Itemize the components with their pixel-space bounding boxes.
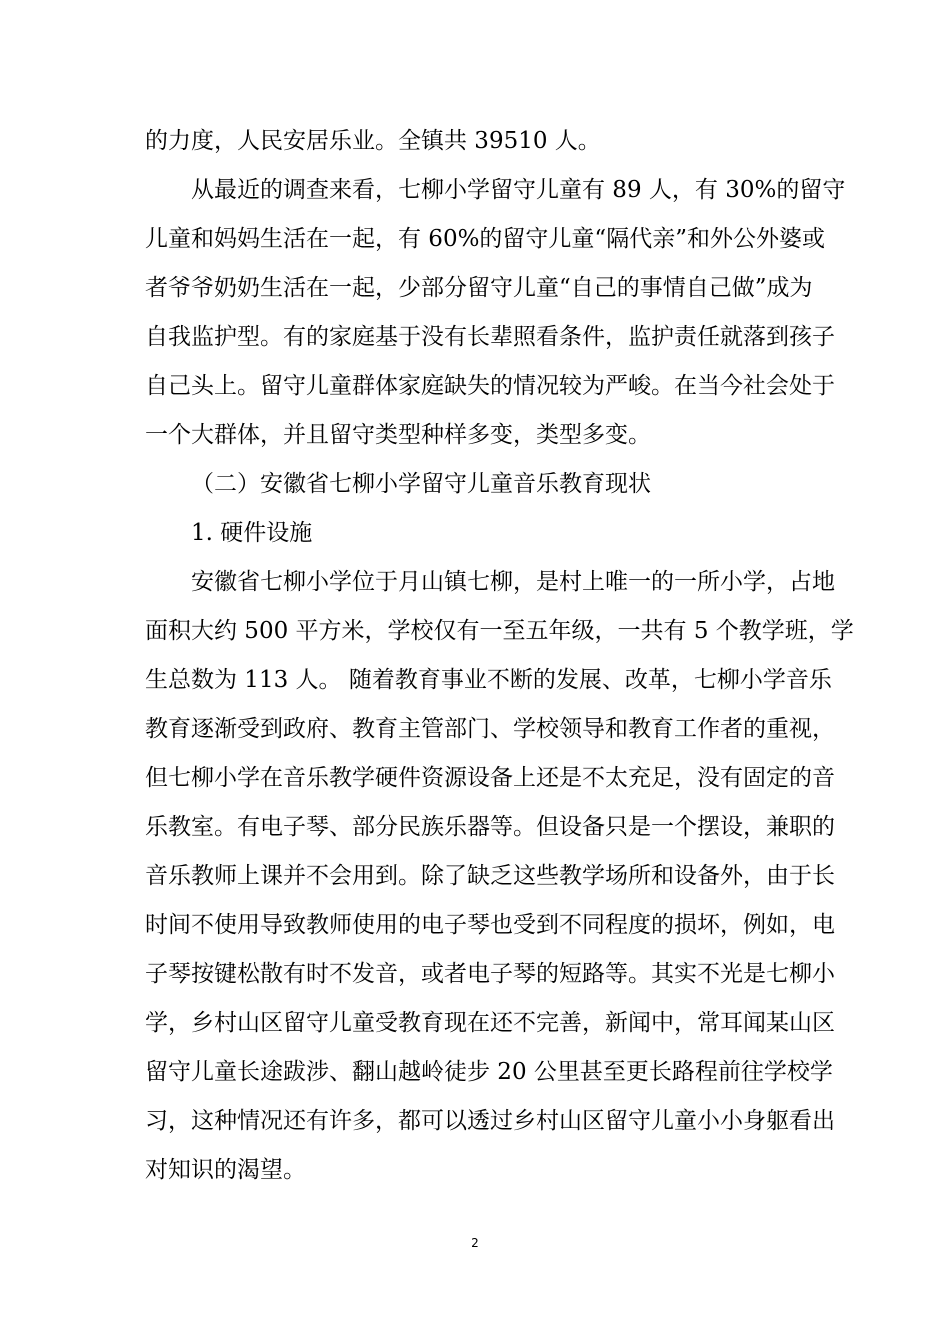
text-line: 儿童和妈妈生活在一起，有 60%的留守儿童“隔代亲”和外公外婆或: [145, 226, 825, 252]
text-line: 生总数为 113 人。 随着教育事业不断的发展、改革，七柳小学音乐: [145, 667, 832, 693]
text-line: 习，这种情况还有许多，都可以透过乡村山区留守儿童小小身躯看出: [145, 1108, 835, 1134]
text-line: 面积大约 500 平方米，学校仅有一至五年级，一共有 5 个教学班，学: [145, 618, 854, 644]
text-line: 乐教室。有电子琴、部分民族乐器等。但设备只是一个摆设，兼职的: [145, 814, 835, 840]
text-line: 留守儿童长途跋涉、翻山越岭徒步 20 公里甚至更长路程前往学校学: [145, 1059, 833, 1085]
text-line: 自我监护型。有的家庭基于没有长辈照看条件，监护责任就落到孩子: [145, 324, 835, 350]
text-line: 对知识的渴望。: [145, 1157, 306, 1183]
text-line: 从最近的调查来看，七柳小学留守儿童有 89 人，有 30%的留守: [191, 177, 846, 203]
text-line: 时间不使用导致教师使用的电子琴也受到不同程度的损坏，例如，电: [145, 912, 835, 938]
text-line: 但七柳小学在音乐教学硬件资源设备上还是不太充足，没有固定的音: [145, 765, 835, 791]
text-line: 子琴按键松散有时不发音，或者电子琴的短路等。其实不光是七柳小: [145, 961, 835, 987]
body-text: [145, 117, 854, 1195]
text-line: （二）安徽省七柳小学留守儿童音乐教育现状: [191, 471, 651, 497]
text-line: 学，乡村山区留守儿童受教育现在还不完善，新闻中，常耳闻某山区: [145, 1010, 835, 1036]
text-line: 教育逐渐受到政府、教育主管部门、学校领导和教育工作者的重视，: [145, 716, 835, 742]
text-line: 者爷爷奶奶生活在一起，少部分留守儿童“自己的事情自己做”成为: [145, 275, 813, 301]
text-line: 音乐教师上课并不会用到。除了缺乏这些教学场所和设备外，由于长: [145, 863, 835, 889]
text-line: 安徽省七柳小学位于月山镇七柳，是村上唯一的一所小学，占地: [191, 569, 835, 595]
text-line: 一个大群体，并且留守类型种样多变，类型多变。: [145, 422, 651, 448]
text-line: 自己头上。留守儿童群体家庭缺失的情况较为严峻。在当今社会处于: [145, 373, 835, 399]
text-line: 的力度，人民安居乐业。全镇共 39510 人。: [145, 128, 601, 154]
text-line: 1. 硬件设施: [191, 520, 313, 546]
page-number: 2: [471, 1236, 479, 1250]
